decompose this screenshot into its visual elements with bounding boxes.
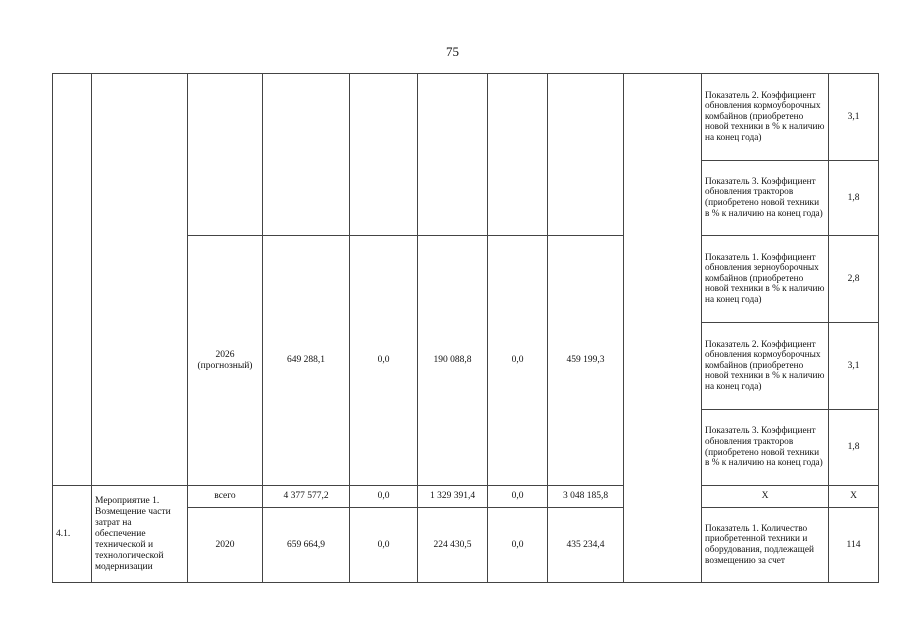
reg-cell-prev xyxy=(418,74,488,236)
fed-2020: 0,0 xyxy=(350,508,418,583)
vsego-loc: 0,0 xyxy=(488,486,548,508)
other-cell-prev xyxy=(548,74,624,236)
year-2026: 2026 (прогнозный) xyxy=(188,236,263,486)
other-2026: 459 199,3 xyxy=(548,236,624,486)
indicator-text: Показатель 1. Количество приобретенной техники и оборудования, подлежащей возмещению за счет xyxy=(702,508,829,583)
vsego-label: всего xyxy=(188,486,263,508)
program-table xyxy=(52,73,879,583)
reg-2020: 224 430,5 xyxy=(418,508,488,583)
executor-cell xyxy=(624,74,702,583)
vsego-other: 3 048 185,8 xyxy=(548,486,624,508)
total-2026: 649 288,1 xyxy=(263,236,350,486)
num-cell-continued xyxy=(53,74,92,486)
measure-name: Мероприятие 1. Возмещение части затрат на обеспечение технической и технологической модернизации xyxy=(92,486,188,583)
loc-2026: 0,0 xyxy=(488,236,548,486)
page-number: 75 xyxy=(446,44,459,59)
fed-2026: 0,0 xyxy=(350,236,418,486)
table-row xyxy=(53,74,879,161)
vsego-value-x: X xyxy=(829,486,879,508)
indicator-value: 1,8 xyxy=(829,410,879,486)
indicator-value: 3,1 xyxy=(829,323,879,410)
table-row xyxy=(53,486,879,508)
vsego-fed: 0,0 xyxy=(350,486,418,508)
indicator-value: 114 xyxy=(829,508,879,583)
loc-2020: 0,0 xyxy=(488,508,548,583)
indicator-text: Показатель 2. Коэффициент обновления кормоуборочных комбайнов (приобретено новой техники в % к наличию на конец года) xyxy=(702,323,829,410)
reg-2026: 190 088,8 xyxy=(418,236,488,486)
vsego-total: 4 377 577,2 xyxy=(263,486,350,508)
indicator-text: Показатель 3. Коэффициент обновления тракторов (приобретено новой техники в % к наличию на конец года) xyxy=(702,410,829,486)
indicator-value: 1,8 xyxy=(829,161,879,236)
indicator-text: Показатель 1. Коэффициент обновления зерноуборочных комбайнов (приобретено новой техники в % к наличию на конец года) xyxy=(702,236,829,323)
indicator-value: 3,1 xyxy=(829,74,879,161)
total-cell-prev xyxy=(263,74,350,236)
indicator-text: Показатель 3. Коэффициент обновления тракторов (приобретено новой техники в % к наличию на конец года) xyxy=(702,161,829,236)
name-cell-continued xyxy=(92,74,188,486)
year-cell-prev xyxy=(188,74,263,236)
total-2020: 659 664,9 xyxy=(263,508,350,583)
other-2020: 435 234,4 xyxy=(548,508,624,583)
measure-number: 4.1. xyxy=(53,486,92,583)
vsego-indicator-x: X xyxy=(702,486,829,508)
year-2020: 2020 xyxy=(188,508,263,583)
vsego-reg: 1 329 391,4 xyxy=(418,486,488,508)
loc-cell-prev xyxy=(488,74,548,236)
fed-cell-prev xyxy=(350,74,418,236)
indicator-value: 2,8 xyxy=(829,236,879,323)
indicator-text: Показатель 2. Коэффициент обновления кормоуборочных комбайнов (приобретено новой техники в % к наличию на конец года) xyxy=(702,74,829,161)
